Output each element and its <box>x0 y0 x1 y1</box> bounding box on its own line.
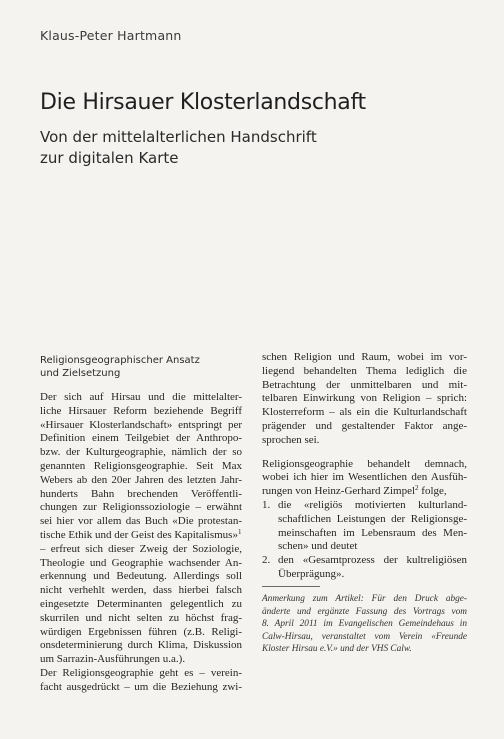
note-line: änderte und ergänzte Fassung des Vortrags vom <box>262 606 467 617</box>
body-line: prägender und gestaltender Faktor ange- <box>262 419 467 432</box>
note-divider <box>262 586 320 587</box>
body-line: erkennung und Bedeutung. Allerdings soll <box>40 570 242 583</box>
body-line-text: folge, <box>418 485 447 498</box>
body-line: eingesetzte Determinanten gelegentlich zu <box>40 597 242 610</box>
section-heading <box>40 354 250 380</box>
body-line: um Sarrazin-Ausführungen u.a.). <box>40 653 186 666</box>
body-line: telbaren Einwirkung von Religion – sprich: <box>262 392 467 405</box>
list-line: schen» und deutet <box>278 540 358 553</box>
body-line: Webers ab den 20er Jahren des letzten Jahr- <box>40 473 242 486</box>
note-line: Anmerkung zum Artikel: Für den Druck abge- <box>262 594 467 604</box>
subtitle-line: Von der mittelalterlichen Handschrift <box>40 128 317 146</box>
body-line: sprochen sei. <box>262 433 320 446</box>
note-line: 8. April 2011 im Evangelischen Gemeindehaus in <box>262 619 467 630</box>
body-line-text: rungen von Heinz-Gerhard Zimpel <box>262 485 416 498</box>
article-note <box>262 593 467 656</box>
body-line: Theologie und Geographie wachsender An- <box>40 556 242 569</box>
body-line: würdigen Ergebnissen führen (z.B. Religi- <box>40 625 242 638</box>
body-line: Klosterreform – als ein die Kulturlandschaft <box>262 406 467 419</box>
body-line-text <box>262 485 447 497</box>
body-line-text: tische Ethik und der Geist des Kapitalismus» <box>40 528 238 541</box>
right-column <box>262 351 467 582</box>
body-line: genannten Religionsgeographie. Seit Max <box>40 459 242 472</box>
list-line: meinschaften im Lebensraum des Men- <box>278 526 467 539</box>
numbered-list <box>262 499 467 582</box>
body-line: Religionsgeographie behandelt demnach, <box>262 457 467 470</box>
body-line: «Hirsauer Klosterlandschaft» entspringt per <box>40 418 242 431</box>
body-line: wobei ich hier im Wesentlichen den Ausfüh- <box>262 471 467 484</box>
body-line <box>262 485 467 499</box>
body-line: liche Hirsauer Reform beziehende Begriff <box>40 404 242 417</box>
list-line: Überprägung». <box>278 567 345 580</box>
body-line: chungen zur Religionssoziologie – erwähnt <box>40 501 242 514</box>
article-title: Die Hirsauer Klosterlandschaft <box>40 90 366 115</box>
list-line: schaftlichen Leistungen der Religionsge- <box>278 512 467 525</box>
body-line: hunderts Bahn brechenden Veröffentli- <box>40 487 242 500</box>
section-heading-line: und Zielsetzung <box>40 368 121 379</box>
footnote-marker: 1 <box>237 527 242 536</box>
list-number: 1. <box>262 498 271 511</box>
left-column <box>40 391 242 695</box>
body-line: Definition einem Teilgebiet der Anthropo- <box>40 432 242 445</box>
body-line: Der sich auf Hirsau und die mittelalter- <box>40 391 242 403</box>
list-item <box>262 499 467 554</box>
article-subtitle <box>40 127 317 169</box>
body-line: sei hier vor allem das Buch «Die protestan- <box>40 515 242 528</box>
section-heading-line: Religionsgeographischer Ansatz <box>40 355 200 366</box>
list-line: die «religiös motivierten kulturland- <box>278 498 467 511</box>
body-line <box>40 529 242 543</box>
list-item <box>262 554 467 582</box>
list-line: den «Gesamtprozess der kultreligiösen <box>278 554 467 567</box>
body-line: facht ausgedrückt – um die Beziehung zwi- <box>40 680 242 693</box>
body-line: Der Religionsgeographie geht es – verein- <box>40 666 242 679</box>
body-line: schen Religion und Raum, wobei im vor- <box>262 351 467 363</box>
body-line: Betrachtung der unmittelbaren und mit- <box>262 378 467 391</box>
note-line: Calw-Hirsau, veranstaltet vom Verein «Freunde <box>262 631 467 642</box>
body-line: nicht verhehlt werden, dass hierbei falsch <box>40 584 242 597</box>
subtitle-line: zur digitalen Karte <box>40 149 179 167</box>
list-number: 2. <box>262 554 271 567</box>
body-line: skurrilen und nicht selten zu höchst frag- <box>40 611 242 624</box>
body-line: – erfreut sich dieser Zweig der Soziologie, <box>40 542 242 555</box>
body-line: liegend behandelten Thema lediglich die <box>262 364 467 377</box>
note-line: Kloster Hirsau e.V.» und der VHS Calw. <box>262 644 412 655</box>
body-line: onsdeterminierung durch Klima, Diskussion <box>40 639 242 652</box>
footnote-marker: 2 <box>415 484 419 493</box>
author-name: Klaus-Peter Hartmann <box>40 28 182 43</box>
body-line: bzw. der Kulturgeographie, nämlich der so <box>40 446 242 459</box>
